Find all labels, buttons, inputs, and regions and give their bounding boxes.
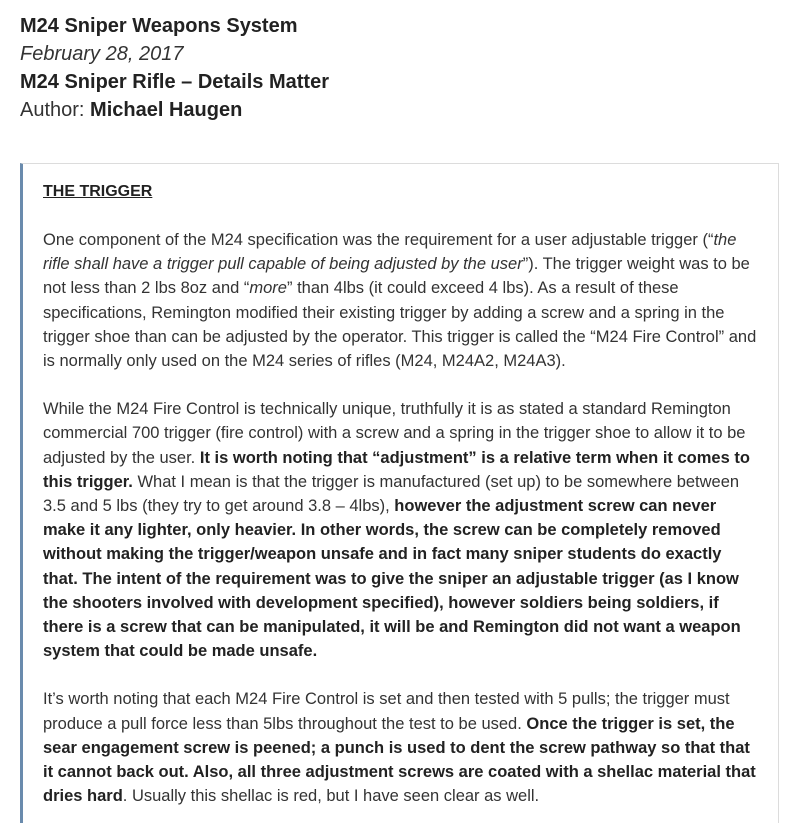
p1-text-a: One component of the M24 specification was the requirement for a user adjustable trigger (“ [43,231,714,249]
p2-bold-screw-note: however the adjustment screw can never make it any lighter, only heavier. In other words, the screw can be completely removed without making the trigger/weapon unsafe and in fact many sniper students do exactly that. The intent of the requirement was to give the sniper an adjustable trigger (as I know the shooters involved with development specified), however soldiers being soldiers, if there is a screw that can be manipulated, it will be and Remington did not want a weapon system that could be made unsafe. [43,497,741,661]
p1-emphasis-more: more [249,279,287,298]
p3-text-c: . Usually this shellac is red, but I have seen clear as well. [122,787,540,806]
paragraph-fire-control [43,397,760,663]
post-title[interactable]: M24 Sniper Rifle – Details Matter [20,71,329,93]
p1-text-e: ” than 4lbs (it could exceed 4 lbs). As a result of these specifications, Remington modified their existing trigger by adding a screw and a spring in the trigger shoe than can be adjusted by the operator. This trigger is called the “M24 Fire Control” and is normally only used on the M24 series of rifles (M24, M24A2, M24A3). [43,279,757,371]
site-title[interactable]: M24 Sniper Weapons System [20,15,298,37]
p1-quoted-requirement: the rifle shall have a trigger pull capable of being adjusted by the user [43,231,737,274]
author-name[interactable]: Michael Haugen [90,99,243,121]
paragraph-specification [43,228,760,373]
post-header [20,12,780,124]
p2-text-a: While the M24 Fire Control is technically unique, truthfully it is as stated a standard Remington commercial 700 trigger (fire control) with a screw and a spring in the trigger shoe to allow it to be adjusted by the user. [43,400,746,467]
p2-text-c: What I mean is that the trigger is manufactured (set up) to be somewhere between 3.5 and 5 lbs (they try to get around 3.8 – 4lbs), [43,472,740,516]
author-label: Author: [20,99,91,121]
p2-bold-adjustment-note: It is worth noting that “adjustment” is a relative term when it comes to this trigger. [43,448,750,491]
paragraph-testing [43,687,760,808]
author-line [20,96,780,124]
article-blockquote [20,163,779,823]
section-heading-trigger: THE TRIGGER [43,183,153,200]
p1-text-c: ”). The trigger weight was to be not less than 2 lbs 8oz and “ [43,255,750,298]
p3-text-a: It’s worth noting that each M24 Fire Control is set and then tested with 5 pulls; the trigger must produce a pull force less than 5lbs throughout the test to be used. [43,690,730,733]
post-date: February 28, 2017 [20,43,184,65]
p3-bold-peened-note: Once the trigger is set, the sear engagement screw is peened; a punch is used to dent the screw pathway so that that it cannot back out. Also, all three adjustment screws are coated with a shellac material that dries hard [43,714,756,806]
